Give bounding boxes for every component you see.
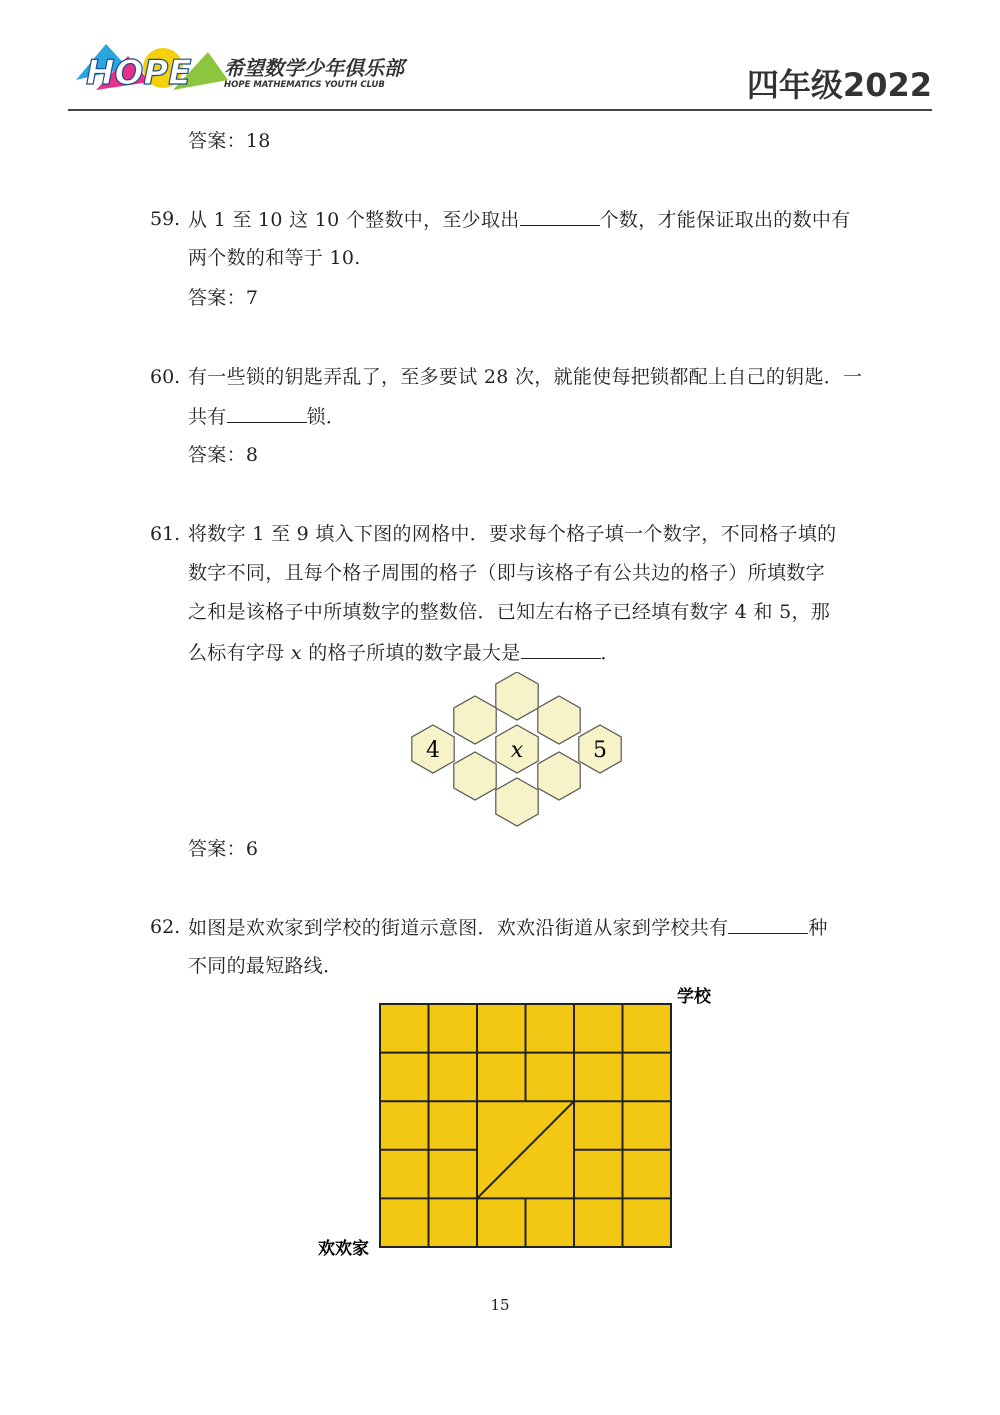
question-62-line-1: 如图是欢欢家到学校的街道示意图．欢欢沿街道从家到学校共有 种 (188, 917, 828, 939)
question-61-line-4: 么标有字母 x 的格子所填的数字最大是 ． (188, 642, 620, 664)
question-60-line-1: 有一些锁的钥匙弄乱了，至多要试 28 次，就能使每把锁都配上自己的钥匙．一 (188, 366, 863, 388)
grade-title: 四年级2022 (746, 66, 932, 104)
hex-cell-3 (538, 696, 580, 744)
answer-58: 答案：18 (188, 130, 271, 152)
club-name: 希望数学少年俱乐部 (224, 56, 404, 80)
question-61-line-2: 数字不同，且每个格子周围的格子（即与该格子有公共边的格子）所填数字 (188, 562, 825, 584)
answer-59: 答案：7 (188, 287, 259, 309)
home-label: 欢欢家 (318, 1239, 369, 1259)
hex-cell-2 (454, 696, 496, 744)
school-label: 学校 (677, 987, 711, 1007)
question-number-60: 60. (150, 366, 181, 388)
question-61-line-1: 将数字 1 至 9 填入下图的网格中．要求每个格子填一个数字，不同格子填的 (188, 523, 837, 545)
answer-blank[interactable] (520, 207, 600, 226)
header-divider (68, 109, 932, 111)
question-61-line-3: 之和是该格子中所填数字的整数倍．已知左右格子已经填有数字 4 和 5，那 (188, 601, 831, 623)
question-number-62: 62. (150, 916, 181, 938)
answer-60: 答案：8 (188, 444, 259, 466)
question-62-line-2: 不同的最短路线． (188, 955, 343, 977)
page-number: 15 (490, 1296, 510, 1314)
hex-label-left: 4 (426, 738, 440, 763)
hex-cell-7 (454, 752, 496, 800)
hex-cell-1 (496, 672, 538, 720)
hex-label-right: 5 (593, 738, 607, 763)
hex-cell-8 (538, 752, 580, 800)
question-59-line-2: 两个数的和等于 10. (188, 247, 361, 269)
street-grid-figure (310, 980, 730, 1265)
hexagon-grid-figure (400, 672, 635, 827)
question-number-61: 61. (150, 523, 181, 545)
question-number-59: 59. (150, 208, 181, 230)
answer-blank[interactable] (521, 640, 601, 659)
answer-blank[interactable] (227, 404, 307, 423)
club-name-en: HOPE MATHEMATICS YOUTH CLUB (224, 80, 385, 90)
hope-logo (68, 38, 228, 102)
answer-blank[interactable] (728, 915, 808, 934)
question-60-line-2: 共有 锁． (188, 406, 346, 428)
svg-text:HOPE: HOPE (86, 53, 192, 93)
question-59-line-1: 从 1 至 10 这 10 个整数中，至少取出 个数，才能保证取出的数中有 (188, 209, 851, 231)
hex-label-center: x (510, 738, 524, 763)
hex-cell-9 (496, 778, 538, 826)
page-header (0, 0, 1000, 115)
answer-61: 答案：6 (188, 838, 259, 860)
